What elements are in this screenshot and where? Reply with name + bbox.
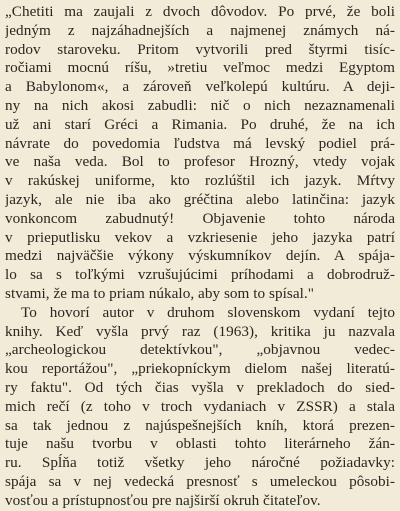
text-line: ru. Spĺňa totiž všetky jeho náročné požiadavky:	[5, 454, 395, 472]
text-line: vonkoncom zabudnutý! Objavenie tohto národa	[5, 209, 395, 227]
text-line: ry faktu". Od tých čias vyšla v prekladoch do sied-	[5, 378, 395, 396]
text-line: ve naša veda. Bol to profesor Hrozný, vtedy vojak	[5, 153, 395, 171]
text-line: v rakúskej uniforme, kto rozlúštil ich jazyk. Mŕtvy	[5, 172, 395, 190]
text-line: knihy. Keď vyšla prvý raz (1963), kritika ju nazvala	[5, 322, 395, 340]
text-line: návrate do povedomia ľudstva má levský podiel prá-	[5, 134, 395, 152]
text-line: v prieputlisku vekov a vzkriesenie jeho jazyka patrí	[5, 228, 395, 246]
text-line: medzi najväčšie výkony výskumníkov dejín. A spája-	[5, 247, 395, 265]
text-line: jedným z najzáhadnejších a najmenej známych ná-	[5, 21, 395, 39]
text-line: mich rečí (z toho v troch vydaniach v ZSSR) a stala	[5, 397, 395, 415]
text-line: ny na nich akosi zabudli: nič o nich nezaznamenali	[5, 96, 395, 114]
text-line: lo sa s toľkými vzrušujúcimi príhodami a dobrodruž-	[5, 266, 395, 284]
text-line: stvami, že ma to priam núkalo, aby som to spísal."	[5, 284, 315, 302]
text-line: rodov staroveku. Pritom vytvorili pred štyrmi tisíc-	[5, 40, 395, 58]
text-line: spája sa v nej vedecká presnosť s umeleckou pôsobi-	[5, 472, 395, 490]
text-line: „Chetiti ma zaujali z dvoch dôvodov. Po prvé, že boli	[5, 3, 395, 20]
text-line: ročiami mocnú ríšu, »tretiu veľmoc medzi Egyptom	[5, 59, 395, 77]
text-line: vosťou a prístupnosťou pre najširší okruh čitateľov.	[5, 491, 321, 509]
body-text	[5, 0, 395, 511]
text-line: kou reportážou", „priekopníckym dielom našej literatú-	[5, 360, 395, 378]
text-line: „archeologickou detektívkou", „objavnou vedec-	[5, 341, 395, 359]
text-line: tuje našu tvorbu v oblasti tohto literárneho žán-	[5, 435, 395, 453]
text-line: To hovorí autor v druhom slovenskom vydaní tejto	[21, 303, 395, 321]
text-line: sa tak jednou z najúspešnejších kníh, ktorá prezen-	[5, 416, 395, 434]
text-line: a Babylonom«, a zároveň veľkolepú kultúru. A deji-	[5, 78, 395, 96]
text-line: už ani starí Gréci a Rimania. Po druhé, že na ich	[5, 115, 395, 133]
text-line: jazyk, ale nie iba ako gréčtina alebo latinčina: jazyk	[5, 190, 395, 208]
